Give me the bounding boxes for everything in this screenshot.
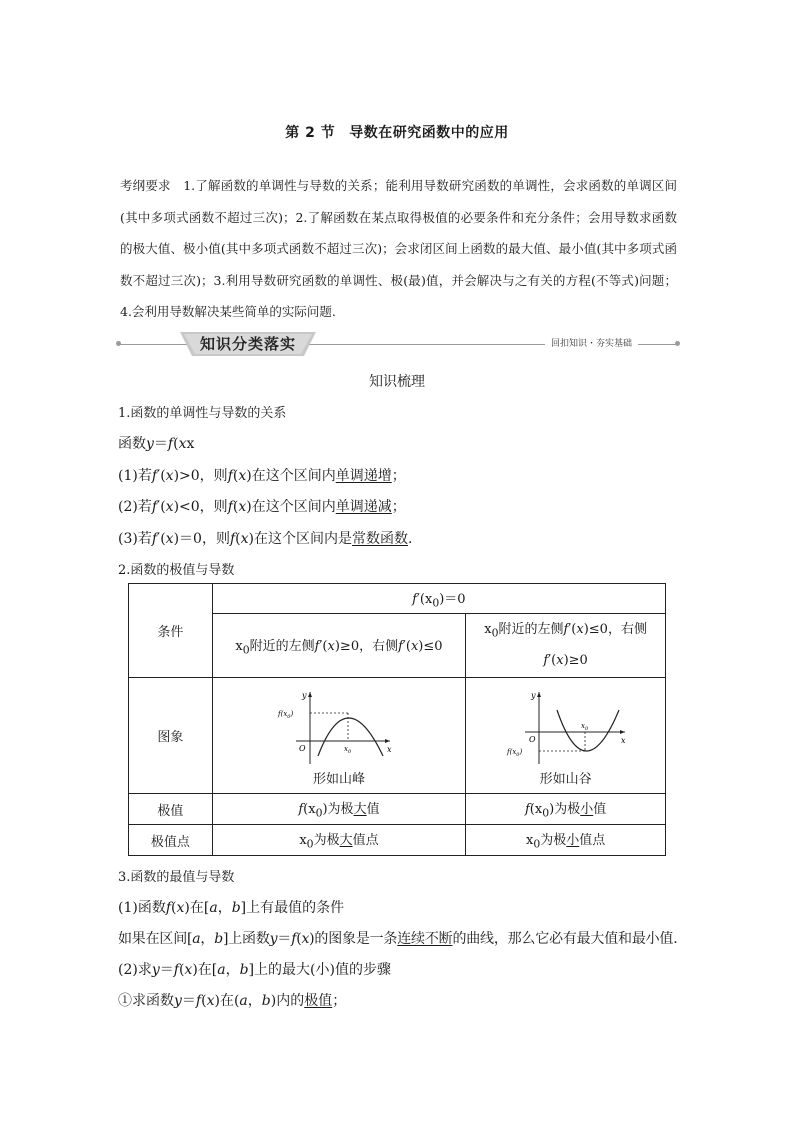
max-point-cell: $x_0$为极大值点	[212, 825, 466, 856]
subheading: 知识梳理	[369, 374, 425, 390]
key-term: 单调递增	[335, 468, 392, 484]
requirements-paragraph	[120, 170, 677, 328]
min-point-cell: $x_0$为极小值点	[466, 825, 666, 856]
key-term: 单调递减	[335, 499, 392, 515]
section-number: 第 2 节	[285, 125, 336, 141]
section-banner	[118, 331, 678, 357]
peak-caption: 形如山峰	[312, 772, 365, 787]
page-title	[0, 122, 794, 142]
origin-label: O	[298, 744, 306, 753]
extremum-table	[128, 583, 666, 856]
requirements-label: 考纲要求	[120, 178, 171, 193]
section-title: 导数在研究函数中的应用	[349, 125, 509, 141]
s3-p4: ①求函数y＝f(x)在(a，b)内的极值；	[118, 993, 347, 1009]
fx0-label: $f(x_0)$	[277, 710, 294, 720]
key-term: 常数函数	[352, 531, 408, 547]
x-axis-label: x	[386, 745, 392, 754]
condition-min: $x_0$附近的左侧f′(x)≤0，右侧 f′(x)≥0	[466, 614, 666, 678]
row-label-graph: 图象	[129, 678, 213, 794]
condition-max: $x_0$附近的左侧f′(x)≥0，右侧f′(x)≤0	[212, 614, 466, 678]
key-term: 连续不断	[397, 931, 453, 947]
banner-subtitle: 回扣知识・夯实基础	[545, 337, 638, 351]
s3-heading: 3.函数的最值与导数	[118, 870, 235, 885]
x0-label: $x_0$	[343, 745, 352, 755]
peak-graph-cell	[212, 678, 466, 794]
s2-heading: 2.函数的极值与导数	[118, 563, 235, 578]
banner-dot-right	[675, 341, 680, 346]
key-term: 极值	[304, 993, 333, 1009]
banner-dot-left	[116, 341, 121, 346]
fx0-label: $f(x_0)$	[506, 748, 522, 758]
row-label-point: 极值点	[129, 825, 213, 856]
s1-heading: 1.函数的单调性与导数的关系	[118, 406, 287, 421]
row-label-value: 极值	[129, 794, 213, 825]
banner-tab	[180, 332, 316, 356]
max-value-cell: $f(x_0)$为极大值	[212, 794, 466, 825]
s1-item-3: (3)若f′(x)＝0，则f(x)在这个区间内是常数函数.	[118, 531, 413, 547]
y-axis-label: y	[530, 691, 536, 700]
valley-graph	[501, 688, 631, 768]
s3-p1: (1)函数f(x)在[a，b]上有最值的条件	[118, 900, 345, 916]
row-label-condition: 条件	[129, 584, 213, 678]
y-axis-label: y	[301, 691, 307, 700]
min-value-cell: $f(x_0)$为极小值	[466, 794, 666, 825]
x0-label: $x_0$	[580, 722, 588, 732]
valley-caption: 形如山谷	[539, 772, 592, 787]
banner-title: 知识分类落实	[199, 335, 296, 353]
condition-top: $f'(x_0)=0$	[212, 584, 665, 614]
valley-graph-cell	[466, 678, 666, 794]
s1-item-2: (2)若f′(x)<0，则f(x)在这个区间内单调递减；	[118, 499, 406, 515]
origin-label: O	[528, 735, 536, 744]
s3-p2: 如果在区间[a，b]上函数y＝f(x)的图象是一条连续不断的曲线，那么它必有最大值和最小值.	[118, 931, 678, 947]
peak-graph	[274, 688, 404, 768]
x-axis-label: x	[620, 736, 626, 745]
s1-item-1: (1)若f′(x)>0，则f(x)在这个区间内单调递增；	[118, 468, 406, 484]
s3-p3: (2)求y＝f(x)在[a，b]上的最大(小)值的步骤	[118, 962, 391, 978]
s1-intro: 函数y＝f(xx	[118, 436, 195, 452]
requirements-text: 1.了解函数的单调性与导数的关系；能利用导数研究函数的单调性，会求函数的单调区间(其中多项式函数不超过三次)；2.了解函数在某点取得极值的必要条件和充分条件；会用导数求函数的极大值、极小值(其中多项式函数不超过三次)；会求闭区间上函数的最大值、最小值(其中多项式函数不超过三次)；3.利用导数研究函数的单调性、极(最)值，并会解决与之有关的方程(不等式)问题；4.会利用导数解决某些简单的实际问题.	[120, 178, 677, 319]
